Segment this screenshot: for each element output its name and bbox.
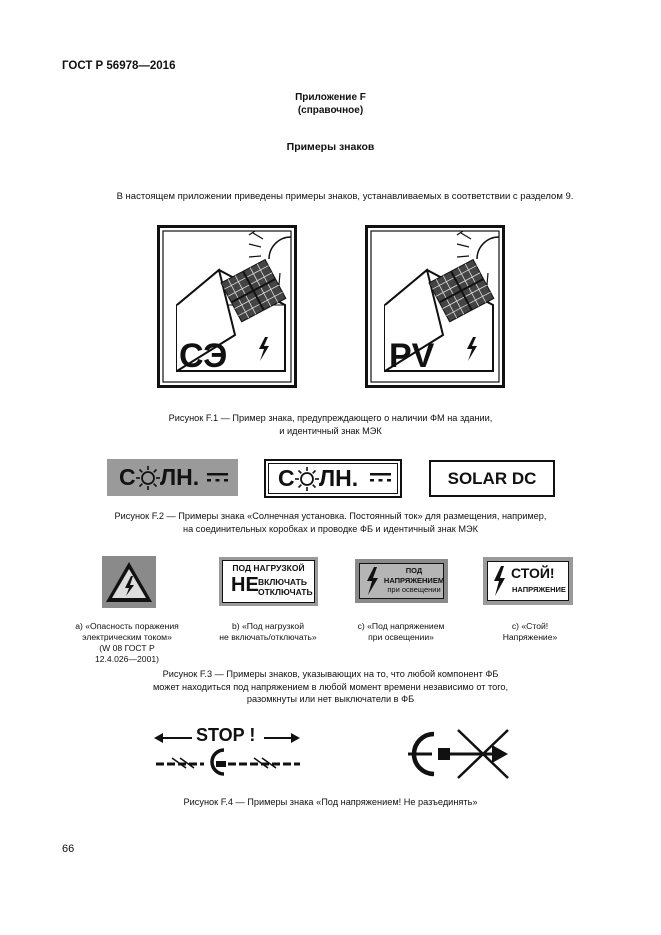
sign-b-line2: ВКЛЮЧАТЬ	[258, 577, 307, 587]
sign-c-line1: ПОД	[405, 566, 423, 575]
sign-d-line2: НАПРЯЖЕНИЕ	[512, 585, 566, 594]
sign-d-line1: СТОЙ!	[511, 565, 555, 581]
sun-icon	[294, 466, 320, 492]
fig2-caption-line2: на соединительных коробках и проводке ФБ и идентичный знак МЭК	[183, 523, 478, 534]
fig3-sub-d-line2: Напряжение»	[502, 632, 558, 642]
stop-text: STOP !	[196, 725, 256, 745]
dc-symbol-icon	[370, 472, 392, 484]
fig1-caption-line1: Рисунок F.1 — Пример знака, предупреждающего о наличии ФМ на здании,	[168, 413, 493, 423]
sign-b-lines	[258, 577, 313, 597]
sign-b-big-letters: НЕ	[231, 574, 259, 596]
fig3-sub-c-line2: при освещении»	[368, 632, 434, 642]
fig3-sub-a-line1: a) «Опасность поражения	[75, 621, 179, 631]
fig1-sign-left	[157, 225, 297, 388]
fig3-sub-c-line1: c) «Под напряжением	[357, 621, 445, 631]
fig3-sub-d	[470, 621, 590, 643]
fig3-caption	[0, 668, 661, 706]
fig2-sign3-text: SOLAR DC	[447, 469, 537, 488]
fig3-sub-c	[340, 621, 462, 643]
fig2-sign-framed	[264, 459, 402, 498]
fig3-sub-b-line2: не включать/отключать»	[219, 632, 317, 642]
fig2-sign2-text: ЛН.	[319, 465, 359, 491]
fig2-caption	[0, 510, 661, 535]
fig1-sign-right	[365, 225, 505, 388]
fig3-sub-b-line1: b) «Под нагрузкой	[232, 621, 304, 631]
appendix-heading	[0, 91, 661, 117]
fig3-caption-line2: может находиться под напряжением в любой момент времени независимо от того,	[152, 681, 509, 692]
page-number: 66	[62, 843, 75, 855]
sign-c-text	[383, 566, 445, 595]
fig1-caption-line2: и идентичный знак МЭК	[279, 425, 382, 436]
fig1-caption	[0, 412, 661, 437]
sign-c-energized-when-lit	[355, 559, 448, 603]
high-voltage-warning-icon	[102, 556, 156, 608]
appendix-title: Приложение F	[295, 92, 366, 103]
lightning-bolt-icon	[492, 566, 506, 596]
sign-d-stop-voltage	[483, 557, 573, 605]
fig3-caption-line3: разомкнуты или нет выключатели в ФБ	[246, 694, 415, 704]
do-not-disconnect-icon	[408, 728, 520, 780]
fig3-sub-a-line2: электрическим током»	[82, 632, 172, 642]
intro-paragraph: В настоящем приложении приведены примеры знаков, устанавливаемых в соответствии с разделом 9.	[116, 191, 574, 202]
sun-icon	[135, 465, 161, 491]
sign-b-line3: ОТКЛЮЧАТЬ	[258, 587, 313, 597]
fig1-right-sign-text: PV	[389, 337, 435, 375]
sign-b-line1: ПОД НАГРУЗКОЙ	[232, 563, 305, 573]
fig2-sign1-text: ЛН.	[160, 464, 200, 490]
fig3-sub-d-line1: c) «Стой!	[511, 621, 549, 631]
sign-b-under-load	[219, 557, 318, 606]
fig3-caption-line1: Рисунок F.3 — Примеры знаков, указывающих на то, что любой компонент ФБ	[162, 669, 499, 679]
section-title: Примеры знаков	[286, 141, 375, 153]
lightning-bolt-icon	[365, 567, 379, 595]
fig3-sub-a-line3: (W 08 ГОСТ Р	[99, 643, 155, 653]
fig3-sub-a	[62, 621, 192, 665]
fig2-sign-solar-dc	[429, 460, 555, 497]
sign-c-line3: при освещении	[387, 585, 441, 594]
fig4-caption: Рисунок F.4 — Примеры знака «Под напряжением! Не разъединять»	[183, 797, 478, 807]
fig2-caption-line1: Рисунок F.2 — Примеры знака «Солнечная установка. Постоянный ток» для размещения, например,	[114, 511, 547, 521]
fig3-sub-b	[198, 621, 338, 643]
appendix-note: (справочное)	[297, 105, 364, 116]
document-header: ГОСТ Р 56978—2016	[62, 60, 176, 72]
fig1-left-sign-text: СЭ	[179, 337, 228, 375]
fig2-sign2-letter: С	[278, 465, 295, 491]
fig2-sign1-letter: С	[119, 464, 136, 490]
sign-c-line2: НАПРЯЖЕНИЕМ	[383, 575, 445, 585]
house-solar-sign-right	[365, 225, 505, 388]
dc-symbol-icon	[207, 472, 229, 484]
fig3-sub-a-line4: 12.4.026—2001)	[94, 654, 160, 664]
fig2-sign-gray	[107, 459, 238, 496]
stop-sign-symbol	[154, 722, 304, 782]
